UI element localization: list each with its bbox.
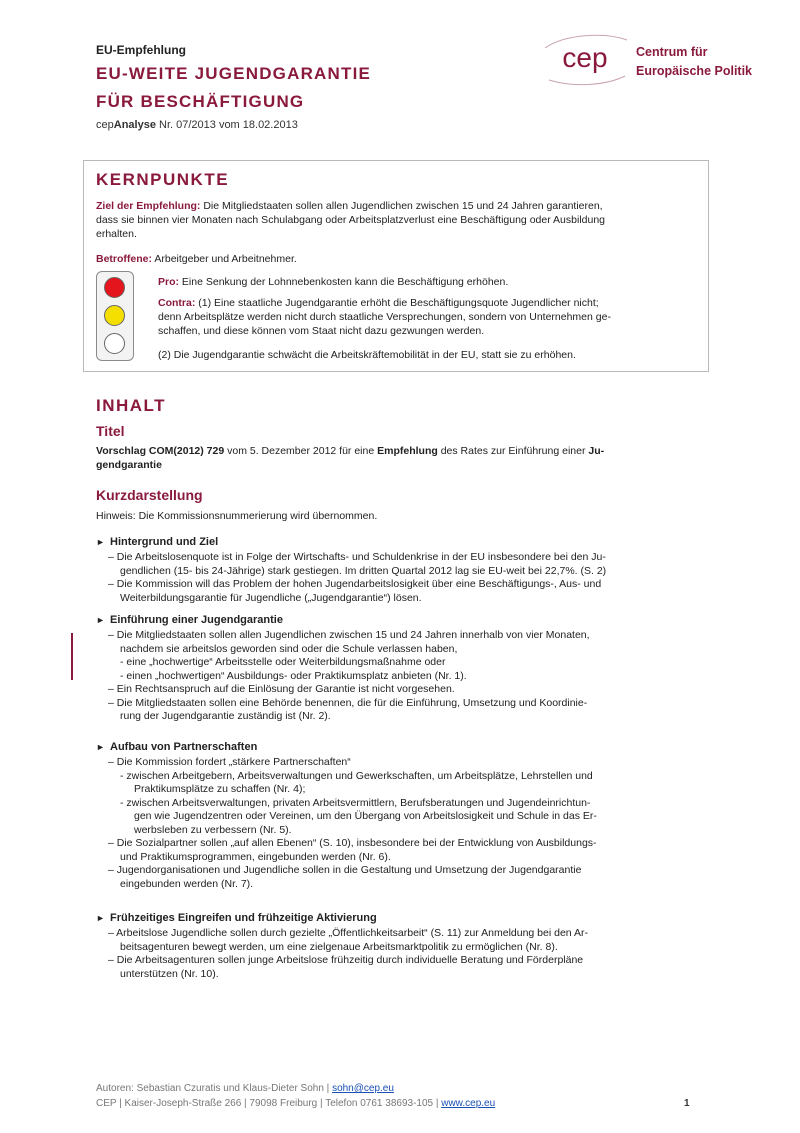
margin-mark	[71, 633, 73, 680]
pro-text: Eine Senkung der Lohnnebenkosten kann die Beschäftigung erhöhen.	[179, 276, 509, 288]
section-line: - zwischen Arbeitgebern, Arbeitsverwaltungen und Gewerkschaften, um Arbeitsplätze, Lehrstellen und	[120, 769, 593, 782]
footer-email-link[interactable]: sohn@cep.eu	[332, 1083, 394, 1094]
section-bullet-icon: ►	[96, 615, 105, 625]
titel-text	[96, 444, 686, 472]
section-line: gen wie Jugendzentren oder Vereinen, um den Übergang von Arbeitslosigkeit und Schule in das Er-	[134, 810, 597, 822]
ziel-paragraph	[96, 199, 694, 241]
section-heading: Hintergrund und Ziel	[110, 536, 219, 548]
section-line: - zwischen Arbeitsverwaltungen, privaten Arbeitsvermittlern, Berufsberatungen und Jugendeinrichtun-	[120, 796, 591, 809]
section-line: – Die Arbeitslosenquote ist in Folge der Wirtschafts- und Schuldenkrise in der EU insbesondere bei den Ju-	[108, 551, 606, 563]
traffic-light-white	[104, 333, 125, 354]
traffic-light-yellow	[104, 305, 125, 326]
section-line: werbsleben zu verbessern (Nr. 5).	[134, 823, 292, 836]
footer-address	[96, 1098, 495, 1109]
section-bullet-icon: ►	[96, 742, 105, 752]
footer-website-link[interactable]: www.cep.eu	[441, 1098, 496, 1109]
section-bullet-icon: ►	[96, 913, 105, 923]
section-line: – Die Mitgliedstaaten sollen allen Jugendlichen zwischen 15 und 24 Jahren innerhalb von vier Monaten,	[108, 629, 590, 641]
pro-paragraph	[158, 275, 508, 289]
kernpunkte-box	[83, 160, 709, 372]
section-line: – Die Kommission fordert „stärkere Partnerschaften“	[108, 756, 351, 768]
titel-heading: Titel	[96, 423, 125, 439]
traffic-light-red	[104, 277, 125, 298]
contra-line-2: denn Arbeitsplätze werden nicht durch staatliche Versprechungen, sondern von Unternehmen ge-	[158, 311, 611, 323]
titel-ju: Ju-	[588, 445, 605, 457]
section-line: – Die Mitgliedstaaten sollen eine Behörde benennen, die für die Einführung, Umsetzung und Koordinie-	[108, 696, 588, 709]
titel-rates: des Rates zur Einführung einer	[437, 445, 589, 457]
section-line: – Die Sozialpartner sollen „auf allen Ebenen“ (S. 10), insbesondere bei der Entwicklung von Ausbildungs-	[108, 837, 597, 849]
document-title-line-1: EU-WEITE JUGENDGARANTIE	[96, 64, 372, 83]
titel-line-1	[96, 444, 686, 458]
document-title-line-2: FÜR BESCHÄFTIGUNG	[96, 92, 305, 111]
section-line: – Arbeitslose Jugendliche sollen durch gezielte „Öffentlichkeitsarbeit“ (S. 11) zur Anmeldung bei den Ar-	[108, 927, 588, 939]
ziel-text-1: Die Mitgliedstaaten sollen allen Jugendlichen zwischen 15 und 24 Jahren garantieren,	[200, 200, 603, 212]
contra-label: Contra:	[158, 297, 196, 309]
betroffene-label: Betroffene:	[96, 253, 153, 265]
ziel-line-2: dass sie binnen vier Monaten nach Schulabgang oder Arbeitsplatzverlust eine Beschäftigung oder Ausbildung	[96, 214, 606, 226]
section-line: eingebunden werden (Nr. 7).	[120, 877, 254, 890]
section-heading: Aufbau von Partnerschaften	[110, 741, 258, 753]
titel-empfehlung: Empfehlung	[377, 445, 438, 457]
contra-line-3: schaffen, und diese können vom Staat nicht dazu gezwungen werden.	[158, 325, 485, 337]
footer-authors-text: Autoren: Sebastian Czuratis und Klaus-Dieter Sohn |	[96, 1083, 333, 1094]
pro-label: Pro:	[158, 276, 179, 288]
betroffene-paragraph	[96, 252, 297, 266]
titel-proposal: Vorschlag COM(2012) 729	[96, 445, 225, 457]
section-line: nachdem sie arbeitslos geworden sind oder die Schule verlassen haben,	[120, 642, 458, 655]
kurzdarstellung-heading: Kurzdarstellung	[96, 487, 203, 503]
logo-wordmark: cep	[562, 42, 608, 73]
ziel-line-1	[96, 199, 694, 213]
cep-logo	[535, 30, 765, 90]
logo-name-line-2: Europäische Politik	[636, 64, 753, 78]
inhalt-heading: INHALT	[96, 396, 167, 415]
kernpunkte-heading: KERNPUNKTE	[96, 170, 230, 189]
cep-logo-graphic	[535, 30, 635, 90]
ziel-line-3: erhalten.	[96, 228, 137, 240]
analyse-reference	[96, 119, 298, 131]
page-number: 1	[684, 1098, 690, 1109]
contra-point-2: (2) Die Jugendgarantie schwächt die Arbeitskräftemobilität in der EU, statt sie zu erhöhen.	[158, 349, 576, 361]
section-line: – Jugendorganisationen und Jugendliche sollen in die Gestaltung und Umsetzung der Jugendgarantie	[108, 864, 582, 876]
hinweis-note: Hinweis: Die Kommissionsnummerierung wird übernommen.	[96, 510, 378, 522]
section-heading: Einführung einer Jugendgarantie	[110, 614, 283, 626]
section-line: Praktikumsplätze zu schaffen (Nr. 4);	[134, 783, 306, 795]
analyse-number-date: Nr. 07/2013 vom 18.02.2013	[155, 119, 298, 131]
ziel-label: Ziel der Empfehlung:	[96, 200, 201, 212]
section-line: – Die Kommission will das Problem der hohen Jugendarbeitslosigkeit über eine Beschäftigungs-, Aus- und	[108, 578, 602, 590]
section-bullet-icon: ►	[96, 537, 105, 547]
section-line: - einen „hochwertigen“ Ausbildungs- oder Praktikumsplatz anbieten (Nr. 1).	[120, 669, 467, 682]
section-line: beitsagenturen bewegt werden, um eine zielgenaue Arbeitsmarktpolitik zu ermöglichen (Nr. 8).	[120, 940, 558, 953]
contra-text-1: (1) Eine staatliche Jugendgarantie erhöht die Beschäftigungsquote Jugendlicher nicht;	[195, 297, 599, 309]
section-line: unterstützen (Nr. 10).	[120, 967, 219, 980]
section-line: – Die Arbeitsagenturen sollen junge Arbeitslose frühzeitig durch individuelle Beratung und Förderpläne	[108, 954, 584, 966]
section-line: gendlichen (15- bis 24-Jährige) stark gestiegen. Im dritten Quartal 2012 lag sie EU-weit bei 22,7%. (S. 2)	[120, 564, 607, 577]
section-line: Weiterbildungsgarantie für Jugendliche („Jugendgarantie“) lösen.	[120, 591, 422, 604]
titel-line-2: gendgarantie	[96, 459, 162, 471]
section-line: und Praktikumsprogrammen, eingebunden werden (Nr. 6).	[120, 850, 391, 863]
titel-date: vom 5. Dezember 2012 für eine	[224, 445, 378, 457]
analyse-bold: Analyse	[113, 119, 156, 131]
contra-paragraph	[158, 296, 694, 338]
traffic-light-icon	[96, 271, 134, 361]
logo-name-line-1: Centrum für	[636, 45, 708, 59]
section-line: - eine „hochwertige“ Arbeitsstelle oder Weiterbildungsmaßnahme oder	[120, 656, 446, 668]
document-type-label: EU-Empfehlung	[96, 43, 186, 57]
section-line: rung der Jugendgarantie zuständig ist (Nr. 2).	[120, 710, 331, 722]
footer-address-text: CEP | Kaiser-Joseph-Straße 266 | 79098 Freiburg | Telefon 0761 38693-105 |	[96, 1098, 442, 1109]
contra-line-1	[158, 296, 694, 310]
analyse-prefix: cep	[96, 119, 114, 131]
section-line: – Ein Rechtsanspruch auf die Einlösung der Garantie ist nicht vorgesehen.	[108, 683, 455, 695]
betroffene-text: Arbeitgeber und Arbeitnehmer.	[152, 253, 297, 265]
section-heading: Frühzeitiges Eingreifen und frühzeitige Aktivierung	[110, 912, 377, 924]
footer-authors	[96, 1083, 394, 1094]
